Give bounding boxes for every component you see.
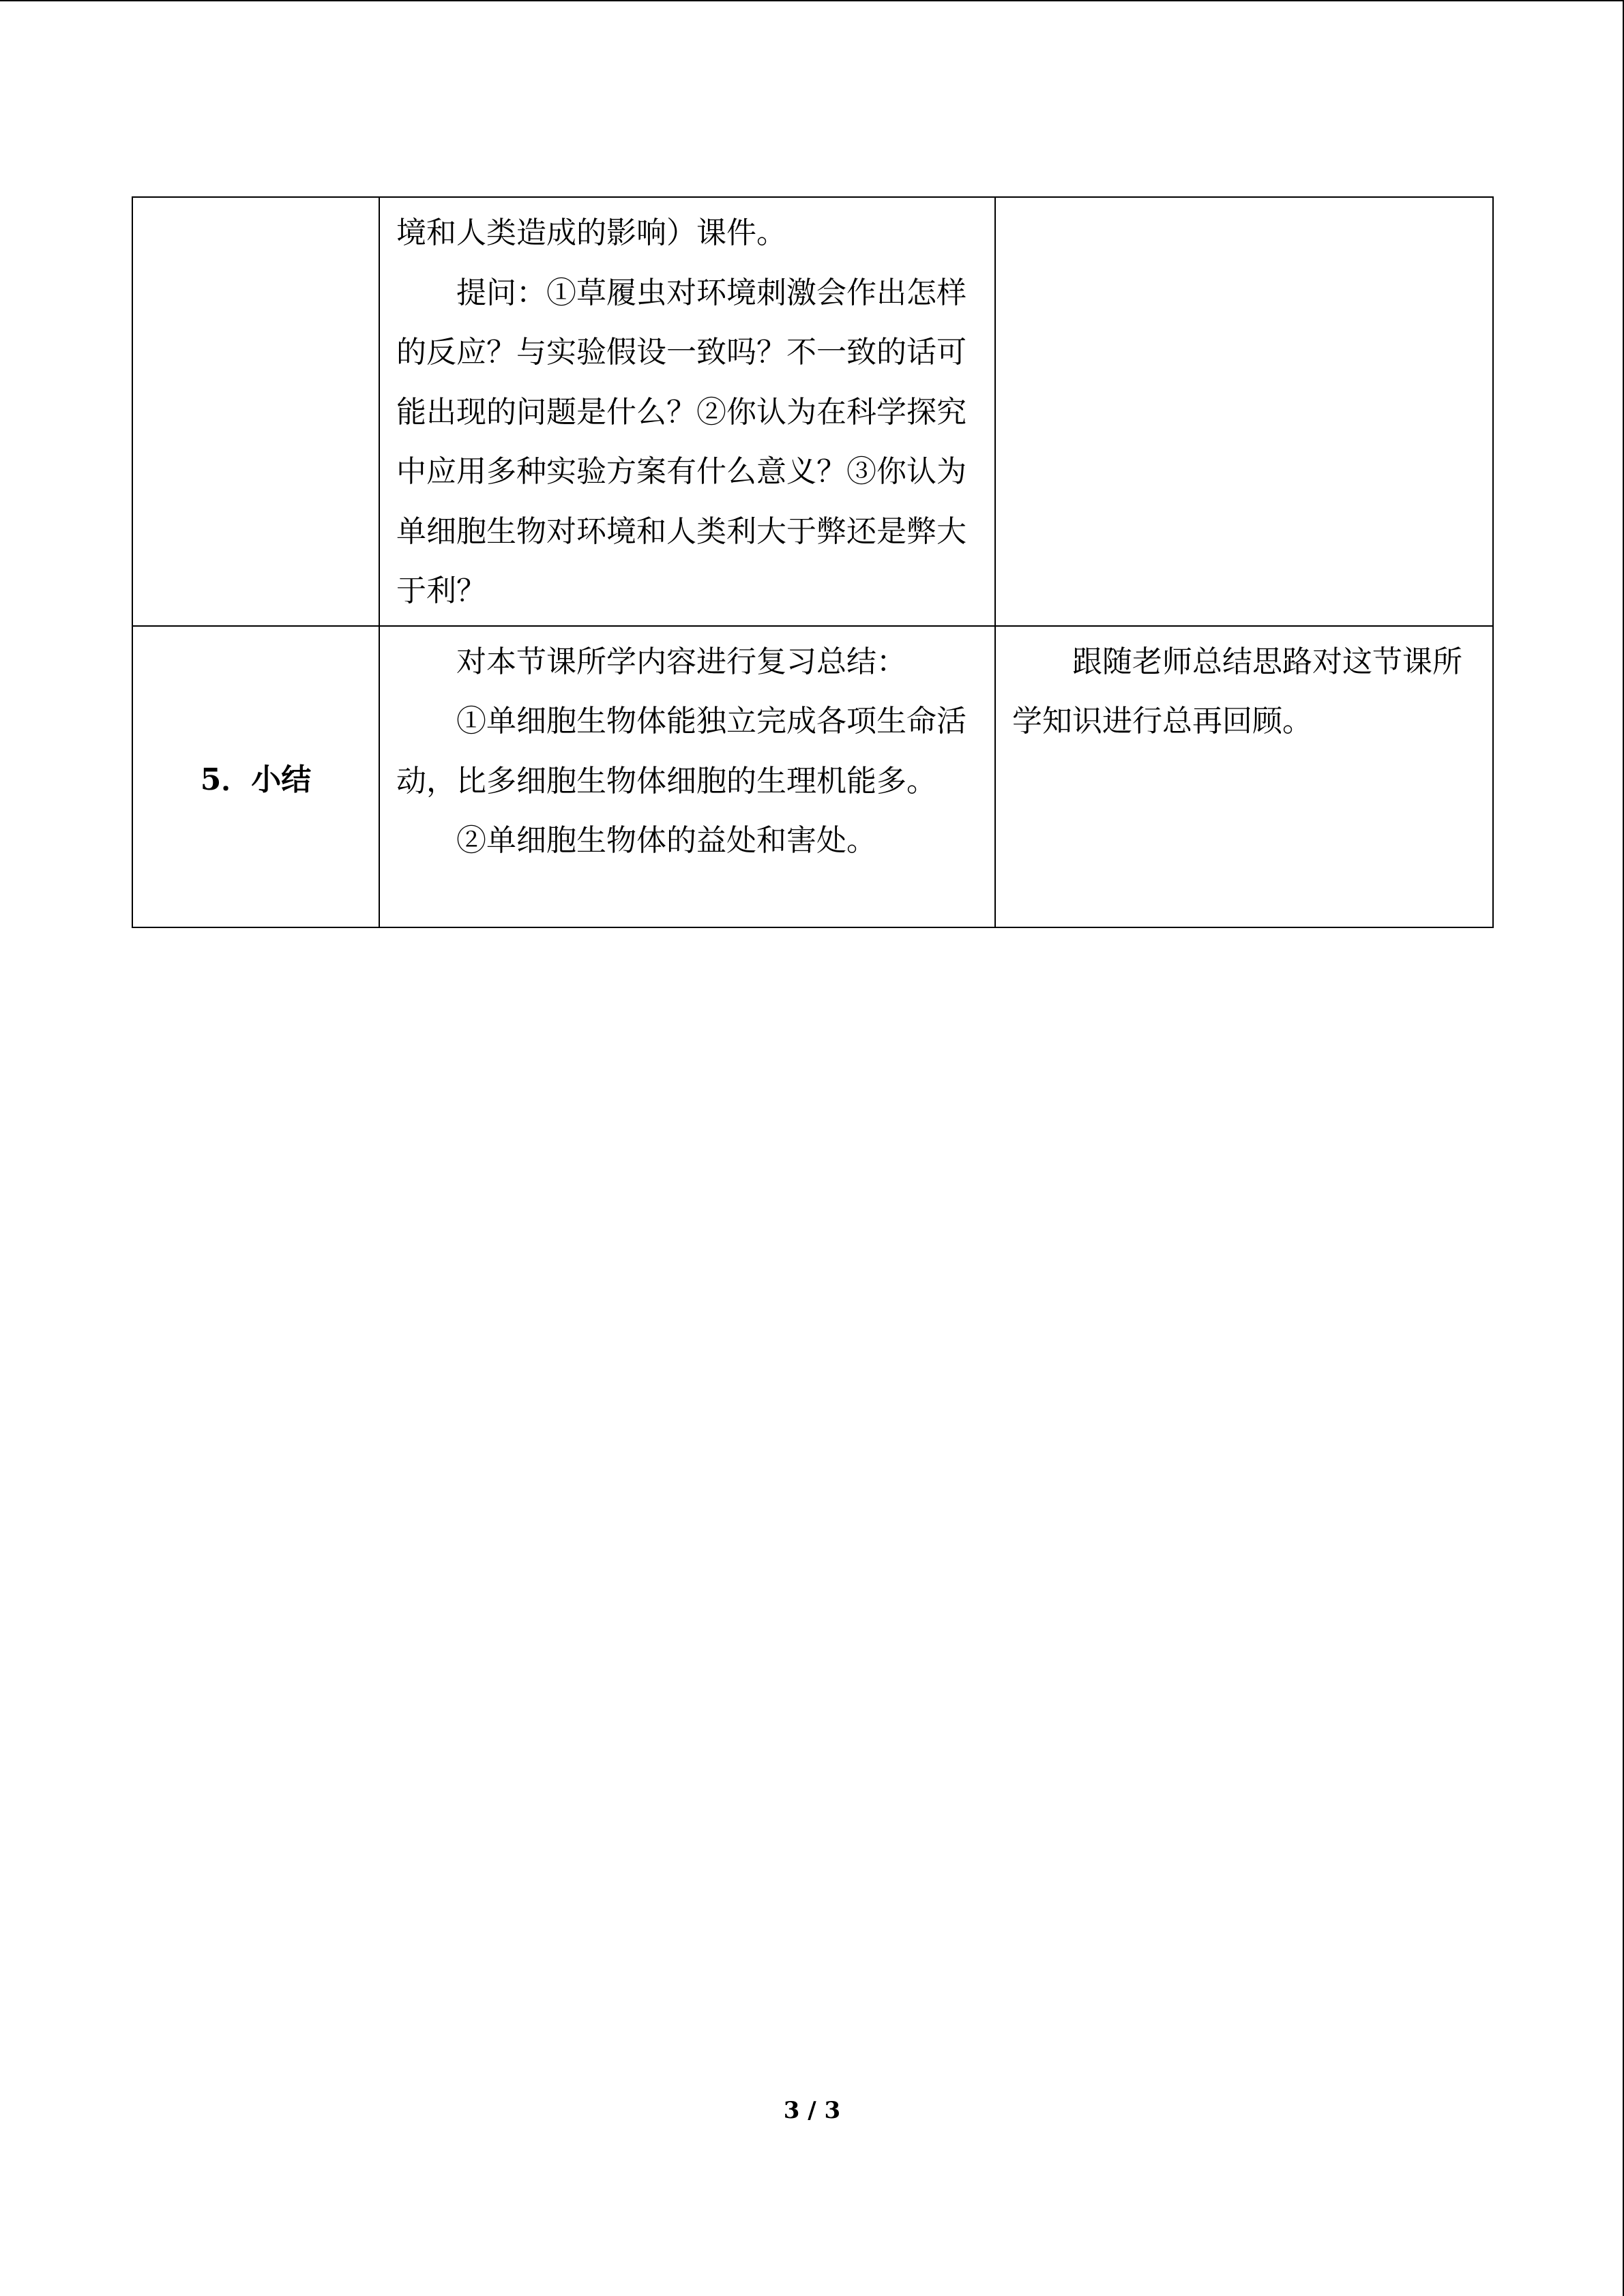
- student-activity-cell: [995, 197, 1493, 626]
- teacher-paragraph: 提问：①草履虫对环境刺激会作出怎样的反应？与实验假设一致吗？不一致的话可能出现的问题是什么？②你认为在科学探究中应用多种实验方案有什么意义？③你认为单细胞生物对环境和人类利大于弊还是弊大于利？: [396, 275, 966, 608]
- stage-cell: [132, 197, 379, 626]
- stage-cell: 5．小结: [132, 626, 379, 927]
- lesson-plan-table: [132, 196, 1494, 928]
- student-activity-cell: [995, 626, 1493, 927]
- teacher-paragraph: ②单细胞生物体的益处和害处。: [456, 823, 876, 858]
- table-row: [132, 626, 1493, 927]
- page-number: 3 / 3: [783, 2097, 841, 2124]
- page-top-border: [0, 0, 1624, 1]
- teacher-activity-cell: [379, 626, 995, 927]
- student-paragraph: 跟随老师总结思路对这节课所学知识进行总再回顾。: [1012, 644, 1462, 739]
- teacher-paragraph: 境和人类造成的影响）课件。: [396, 215, 786, 250]
- teacher-paragraph: 对本节课所学内容进行复习总结：: [456, 644, 906, 679]
- teacher-paragraph: ①单细胞生物体能独立完成各项生命活动，比多细胞生物体细胞的生理机能多。: [396, 704, 966, 799]
- teacher-activity-cell: [379, 197, 995, 626]
- table-row: [132, 197, 1493, 626]
